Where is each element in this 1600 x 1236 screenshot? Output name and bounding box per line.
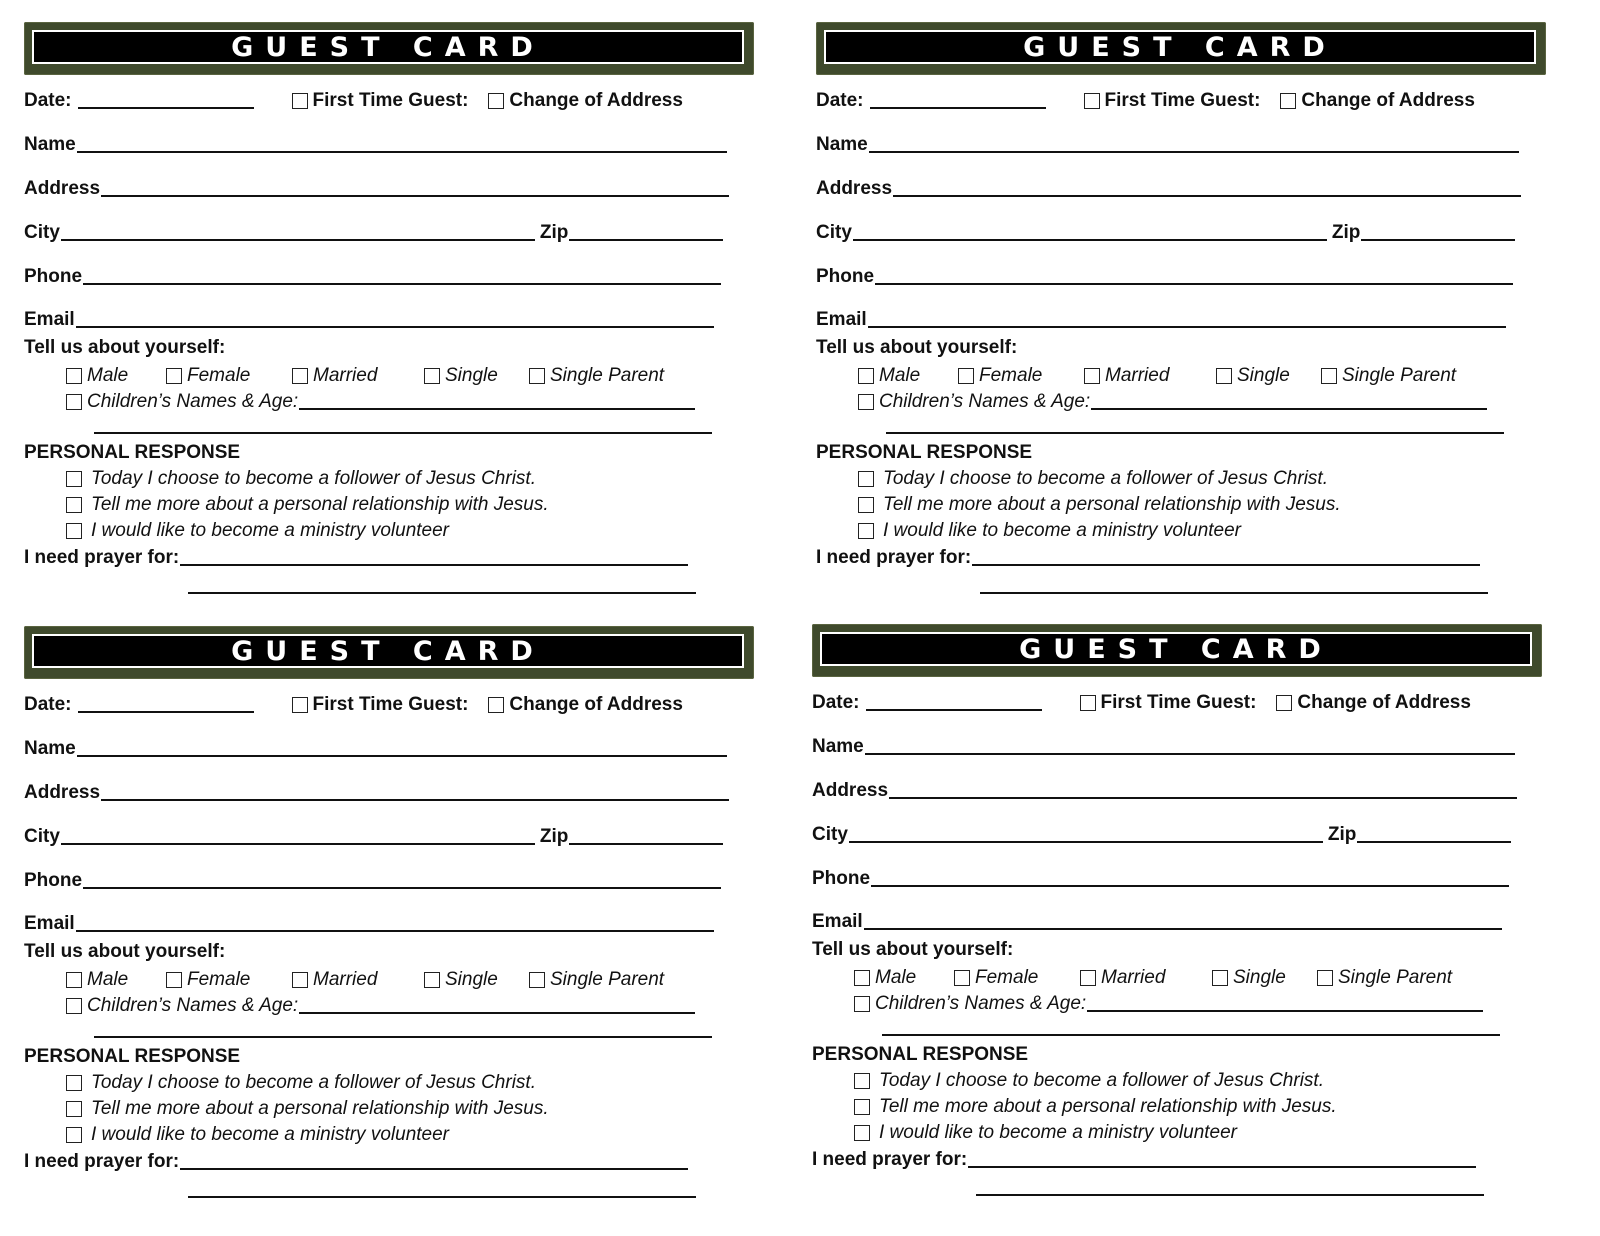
option-single-parent-label: Single Parent — [550, 969, 665, 990]
option-married[interactable] — [292, 365, 424, 387]
card-title: GUEST CARD — [231, 635, 545, 667]
city-field[interactable] — [61, 843, 535, 845]
option-female[interactable] — [954, 967, 1080, 989]
card-title: GUEST CARD — [1023, 31, 1337, 63]
option-male-label: Male — [87, 365, 129, 386]
zip-label: Zip — [539, 222, 569, 243]
prayer-label: I need prayer for: — [24, 547, 180, 568]
name-label: Name — [812, 736, 864, 757]
change-of-address-label: Change of Address — [1301, 90, 1475, 111]
change-of-address-checkbox[interactable] — [488, 93, 504, 109]
response-item[interactable] — [66, 468, 536, 490]
change-of-address-checkbox[interactable] — [1280, 93, 1296, 109]
about-heading: Tell us about yourself: — [24, 337, 226, 358]
name-row — [816, 132, 1519, 156]
card-title-banner — [24, 22, 754, 75]
about-heading: Tell us about yourself: — [812, 939, 1014, 960]
response-item[interactable] — [66, 1124, 449, 1146]
card-title-plate — [32, 634, 744, 668]
change-of-address-checkbox[interactable] — [488, 697, 504, 713]
option-female-label: Female — [187, 969, 251, 990]
children-row — [66, 993, 695, 1017]
date-row — [812, 690, 1471, 714]
option-single[interactable] — [1212, 967, 1317, 989]
phone-label: Phone — [24, 870, 83, 891]
name-label: Name — [816, 134, 868, 155]
date-field[interactable] — [78, 711, 254, 713]
children-field-extra-line[interactable] — [94, 432, 712, 434]
date-label: Date: — [816, 90, 864, 111]
option-single-parent[interactable] — [529, 365, 664, 387]
response-checkbox[interactable] — [66, 471, 82, 487]
option-female-label: Female — [187, 365, 251, 386]
children-row — [66, 389, 695, 413]
option-single-checkbox[interactable] — [1212, 970, 1228, 986]
option-single-label: Single — [1237, 365, 1290, 386]
first-time-guest-checkbox[interactable] — [1080, 695, 1096, 711]
name-row — [24, 132, 727, 156]
city-label: City — [24, 826, 60, 847]
children-field[interactable] — [299, 408, 695, 410]
option-children-checkbox[interactable] — [858, 394, 874, 410]
change-of-address-label: Change of Address — [509, 694, 683, 715]
option-male[interactable] — [66, 969, 166, 991]
response-item[interactable] — [854, 1096, 1337, 1118]
about-heading: Tell us about yourself: — [24, 941, 226, 962]
email-label: Email — [816, 309, 867, 330]
response-item[interactable] — [66, 1072, 536, 1094]
prayer-field[interactable] — [180, 1168, 688, 1170]
name-label: Name — [24, 738, 76, 759]
children-field[interactable] — [1087, 1010, 1483, 1012]
prayer-field[interactable] — [180, 564, 688, 566]
option-female[interactable] — [166, 365, 292, 387]
phone-label: Phone — [812, 868, 871, 889]
option-children[interactable] — [66, 995, 298, 1017]
date-field[interactable] — [78, 107, 254, 109]
card-title-plate — [32, 30, 744, 64]
option-single-parent-checkbox[interactable] — [1321, 368, 1337, 384]
option-married-label: Married — [1101, 967, 1166, 988]
city-zip-row — [24, 220, 723, 244]
guest-card-bottom-right — [812, 624, 1562, 1224]
about-options — [66, 967, 664, 991]
option-children[interactable] — [66, 391, 298, 413]
option-single-label: Single — [445, 969, 498, 990]
address-field[interactable] — [101, 799, 729, 801]
response-item[interactable] — [854, 1122, 1237, 1144]
name-row — [812, 734, 1515, 758]
email-row — [24, 307, 714, 331]
response-label: I would like to become a ministry volunteer — [883, 520, 1241, 541]
zip-field[interactable] — [1361, 239, 1515, 241]
option-female-label: Female — [975, 967, 1039, 988]
personal-response-heading: PERSONAL RESPONSE — [24, 1046, 241, 1067]
option-single-parent-checkbox[interactable] — [529, 368, 545, 384]
option-single-checkbox[interactable] — [424, 972, 440, 988]
name-field[interactable] — [77, 755, 727, 757]
option-female-label: Female — [979, 365, 1043, 386]
address-row — [816, 176, 1521, 200]
zip-label: Zip — [539, 826, 569, 847]
children-label: Children’s Names & Age: — [875, 993, 1087, 1014]
zip-label: Zip — [1331, 222, 1361, 243]
about-options — [854, 965, 1452, 989]
email-field[interactable] — [868, 326, 1506, 328]
guest-card-top-left — [24, 22, 774, 622]
option-male-checkbox[interactable] — [66, 972, 82, 988]
email-label: Email — [24, 913, 75, 934]
card-title-banner — [812, 624, 1542, 677]
option-single-parent[interactable] — [1317, 967, 1452, 989]
card-title: GUEST CARD — [1019, 633, 1333, 665]
response-item[interactable] — [854, 1070, 1324, 1092]
name-row — [24, 736, 727, 760]
phone-row — [24, 264, 721, 288]
city-field[interactable] — [849, 841, 1323, 843]
personal-response-heading: PERSONAL RESPONSE — [24, 442, 241, 463]
option-single-parent[interactable] — [1321, 365, 1456, 387]
option-single-parent-label: Single Parent — [550, 365, 665, 386]
phone-row — [816, 264, 1513, 288]
name-label: Name — [24, 134, 76, 155]
option-married-checkbox[interactable] — [292, 972, 308, 988]
address-field[interactable] — [889, 797, 1517, 799]
name-field[interactable] — [77, 151, 727, 153]
option-married-checkbox[interactable] — [292, 368, 308, 384]
date-row — [24, 88, 683, 112]
option-single-label: Single — [1233, 967, 1286, 988]
date-row — [24, 692, 683, 716]
phone-row — [812, 866, 1509, 890]
city-label: City — [24, 222, 60, 243]
response-label: Tell me more about a personal relationship with Jesus. — [91, 1098, 549, 1119]
option-single-checkbox[interactable] — [424, 368, 440, 384]
email-field[interactable] — [864, 928, 1502, 930]
option-male[interactable] — [66, 365, 166, 387]
option-male-checkbox[interactable] — [854, 970, 870, 986]
option-female-checkbox[interactable] — [954, 970, 970, 986]
email-row — [24, 911, 714, 935]
response-item[interactable] — [858, 494, 1341, 516]
option-single-checkbox[interactable] — [1216, 368, 1232, 384]
date-field[interactable] — [866, 709, 1042, 711]
prayer-field[interactable] — [968, 1166, 1476, 1168]
first-time-guest-label: First Time Guest: — [1104, 90, 1261, 111]
date-field[interactable] — [870, 107, 1046, 109]
prayer-label: I need prayer for: — [816, 547, 972, 568]
option-married-label: Married — [1105, 365, 1170, 386]
change-of-address-checkbox[interactable] — [1276, 695, 1292, 711]
email-field[interactable] — [76, 930, 714, 932]
option-female-checkbox[interactable] — [166, 972, 182, 988]
option-married-label: Married — [313, 365, 378, 386]
option-married[interactable] — [1084, 365, 1216, 387]
address-label: Address — [24, 178, 101, 199]
children-field[interactable] — [1091, 408, 1487, 410]
option-female[interactable] — [958, 365, 1084, 387]
prayer-label: I need prayer for: — [812, 1149, 968, 1170]
first-time-guest-checkbox[interactable] — [1084, 93, 1100, 109]
option-married[interactable] — [1080, 967, 1212, 989]
response-label: I would like to become a ministry volunteer — [91, 520, 449, 541]
card-title-plate — [820, 632, 1532, 666]
response-checkbox[interactable] — [858, 471, 874, 487]
email-field[interactable] — [76, 326, 714, 328]
email-row — [812, 909, 1502, 933]
option-male[interactable] — [854, 967, 954, 989]
option-married-checkbox[interactable] — [1080, 970, 1096, 986]
children-label: Children’s Names & Age: — [87, 391, 299, 412]
date-label: Date: — [24, 90, 72, 111]
option-married-label: Married — [313, 969, 378, 990]
address-row — [24, 780, 729, 804]
phone-field[interactable] — [83, 283, 721, 285]
response-checkbox[interactable] — [858, 523, 874, 539]
address-field[interactable] — [893, 195, 1521, 197]
option-single-parent-checkbox[interactable] — [529, 972, 545, 988]
address-label: Address — [24, 782, 101, 803]
option-married[interactable] — [292, 969, 424, 991]
option-single[interactable] — [1216, 365, 1321, 387]
option-female[interactable] — [166, 969, 292, 991]
email-label: Email — [24, 309, 75, 330]
option-single-parent[interactable] — [529, 969, 664, 991]
response-checkbox[interactable] — [66, 523, 82, 539]
guest-card-top-right — [816, 22, 1566, 622]
response-label: Today I choose to become a follower of Jesus Christ. — [883, 468, 1328, 489]
prayer-row — [24, 545, 688, 569]
zip-field[interactable] — [1357, 841, 1511, 843]
city-label: City — [812, 824, 848, 845]
city-zip-row — [816, 220, 1515, 244]
option-married-checkbox[interactable] — [1084, 368, 1100, 384]
response-label: I would like to become a ministry volunteer — [91, 1124, 449, 1145]
response-checkbox[interactable] — [66, 1075, 82, 1091]
guest-card-bottom-left — [24, 626, 774, 1226]
response-checkbox[interactable] — [66, 1101, 82, 1117]
date-label: Date: — [812, 692, 860, 713]
zip-label: Zip — [1327, 824, 1357, 845]
option-male-label: Male — [879, 365, 921, 386]
phone-label: Phone — [816, 266, 875, 287]
phone-field[interactable] — [875, 283, 1513, 285]
option-single-parent-checkbox[interactable] — [1317, 970, 1333, 986]
date-row — [816, 88, 1475, 112]
option-children-checkbox[interactable] — [66, 394, 82, 410]
prayer-field-extra-line[interactable] — [188, 1196, 696, 1198]
option-children-checkbox[interactable] — [66, 998, 82, 1014]
date-label: Date: — [24, 694, 72, 715]
phone-label: Phone — [24, 266, 83, 287]
option-male[interactable] — [858, 365, 958, 387]
children-row — [854, 991, 1483, 1015]
city-label: City — [816, 222, 852, 243]
card-title: GUEST CARD — [231, 31, 545, 63]
prayer-row — [816, 545, 1480, 569]
response-label: Tell me more about a personal relationship with Jesus. — [879, 1096, 1337, 1117]
option-children[interactable] — [854, 993, 1086, 1015]
response-checkbox[interactable] — [858, 497, 874, 513]
personal-response-heading: PERSONAL RESPONSE — [812, 1044, 1029, 1065]
zip-field[interactable] — [569, 239, 723, 241]
response-label: Today I choose to become a follower of Jesus Christ. — [879, 1070, 1324, 1091]
response-checkbox[interactable] — [66, 1127, 82, 1143]
address-row — [24, 176, 729, 200]
address-field[interactable] — [101, 195, 729, 197]
change-of-address-label: Change of Address — [1297, 692, 1471, 713]
response-label: Today I choose to become a follower of Jesus Christ. — [91, 1072, 536, 1093]
first-time-guest-checkbox[interactable] — [292, 93, 308, 109]
prayer-row — [812, 1147, 1476, 1171]
option-female-checkbox[interactable] — [958, 368, 974, 384]
response-item[interactable] — [858, 520, 1241, 542]
option-male-label: Male — [875, 967, 917, 988]
option-male-checkbox[interactable] — [66, 368, 82, 384]
city-zip-row — [812, 822, 1511, 846]
option-children-checkbox[interactable] — [854, 996, 870, 1012]
option-female-checkbox[interactable] — [166, 368, 182, 384]
first-time-guest-label: First Time Guest: — [312, 694, 469, 715]
about-options — [66, 363, 664, 387]
option-single[interactable] — [424, 969, 529, 991]
prayer-field-extra-line[interactable] — [976, 1194, 1484, 1196]
prayer-field-extra-line[interactable] — [980, 592, 1488, 594]
response-checkbox[interactable] — [66, 497, 82, 513]
response-label: Today I choose to become a follower of Jesus Christ. — [91, 468, 536, 489]
address-label: Address — [816, 178, 893, 199]
response-item[interactable] — [66, 1098, 549, 1120]
card-title-banner — [24, 626, 754, 679]
email-row — [816, 307, 1506, 331]
prayer-label: I need prayer for: — [24, 1151, 180, 1172]
children-field-extra-line[interactable] — [886, 432, 1504, 434]
card-title-plate — [824, 30, 1536, 64]
personal-response-heading: PERSONAL RESPONSE — [816, 442, 1033, 463]
phone-row — [24, 868, 721, 892]
zip-field[interactable] — [569, 843, 723, 845]
response-checkbox[interactable] — [854, 1099, 870, 1115]
prayer-row — [24, 1149, 688, 1173]
response-item[interactable] — [858, 468, 1328, 490]
city-field[interactable] — [61, 239, 535, 241]
about-heading: Tell us about yourself: — [816, 337, 1018, 358]
option-male-label: Male — [87, 969, 129, 990]
prayer-field[interactable] — [972, 564, 1480, 566]
phone-field[interactable] — [83, 887, 721, 889]
response-label: I would like to become a ministry volunteer — [879, 1122, 1237, 1143]
city-field[interactable] — [853, 239, 1327, 241]
response-label: Tell me more about a personal relationship with Jesus. — [91, 494, 549, 515]
card-title-banner — [816, 22, 1546, 75]
city-zip-row — [24, 824, 723, 848]
name-field[interactable] — [865, 753, 1515, 755]
phone-field[interactable] — [871, 885, 1509, 887]
option-single-parent-label: Single Parent — [1342, 365, 1457, 386]
response-item[interactable] — [66, 494, 549, 516]
children-label: Children’s Names & Age: — [87, 995, 299, 1016]
option-single-label: Single — [445, 365, 498, 386]
response-label: Tell me more about a personal relationship with Jesus. — [883, 494, 1341, 515]
first-time-guest-checkbox[interactable] — [292, 697, 308, 713]
option-single[interactable] — [424, 365, 529, 387]
email-label: Email — [812, 911, 863, 932]
option-male-checkbox[interactable] — [858, 368, 874, 384]
address-row — [812, 778, 1517, 802]
children-row — [858, 389, 1487, 413]
name-field[interactable] — [869, 151, 1519, 153]
children-label: Children’s Names & Age: — [879, 391, 1091, 412]
about-options — [858, 363, 1456, 387]
first-time-guest-label: First Time Guest: — [1100, 692, 1257, 713]
response-checkbox[interactable] — [854, 1125, 870, 1141]
option-single-parent-label: Single Parent — [1338, 967, 1453, 988]
prayer-field-extra-line[interactable] — [188, 592, 696, 594]
response-item[interactable] — [66, 520, 449, 542]
first-time-guest-label: First Time Guest: — [312, 90, 469, 111]
address-label: Address — [812, 780, 889, 801]
children-field-extra-line[interactable] — [94, 1036, 712, 1038]
children-field[interactable] — [299, 1012, 695, 1014]
children-field-extra-line[interactable] — [882, 1034, 1500, 1036]
response-checkbox[interactable] — [854, 1073, 870, 1089]
option-children[interactable] — [858, 391, 1090, 413]
change-of-address-label: Change of Address — [509, 90, 683, 111]
